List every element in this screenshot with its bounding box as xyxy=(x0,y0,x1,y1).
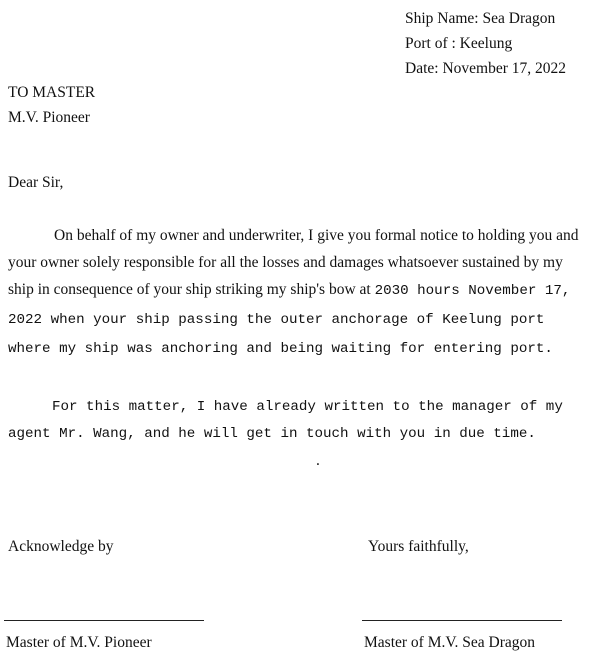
body-paragraph-one xyxy=(8,222,588,363)
date-line: Date: November 17, 2022 xyxy=(405,60,566,77)
letter-header xyxy=(405,6,566,81)
acknowledge-by-label: Acknowledge by xyxy=(8,538,114,555)
stray-mark: . xyxy=(316,452,320,469)
salutation: Dear Sir, xyxy=(8,174,64,191)
body-paragraph-two: For this matter, I have already written to the manager of my agent Mr. Wang, and he will get in touch with you in due time. xyxy=(8,399,563,442)
addressee-vessel: M.V. Pioneer xyxy=(8,109,90,126)
addressee-block xyxy=(8,80,95,130)
yours-faithfully-label: Yours faithfully, xyxy=(368,538,469,555)
body-paragraph-one-serif-run: On behalf of my owner and underwriter, I give you formal notice to holding you and your owner solely responsible for all the losses and damages whatsoever sustained by my ship in consequence of your ship striking my ship's bow at xyxy=(8,227,579,298)
body-paragraph-one-mono-run: 2030 hours November 17, 2022 when your ship passing the outer anchorage of Keelung port where my ship was anchoring and being waiting for entering port. xyxy=(8,283,571,357)
signature-line-left xyxy=(4,620,204,621)
port-line: Port of : Keelung xyxy=(405,35,513,52)
signature-line-right xyxy=(362,620,562,621)
addressee-to-master: TO MASTER xyxy=(8,84,96,101)
signatory-left-name: Master of M.V. Pioneer xyxy=(6,634,152,651)
ship-name-line: Ship Name: Sea Dragon xyxy=(405,10,556,27)
signatory-right-name: Master of M.V. Sea Dragon xyxy=(364,634,536,651)
letter-body xyxy=(8,222,588,442)
